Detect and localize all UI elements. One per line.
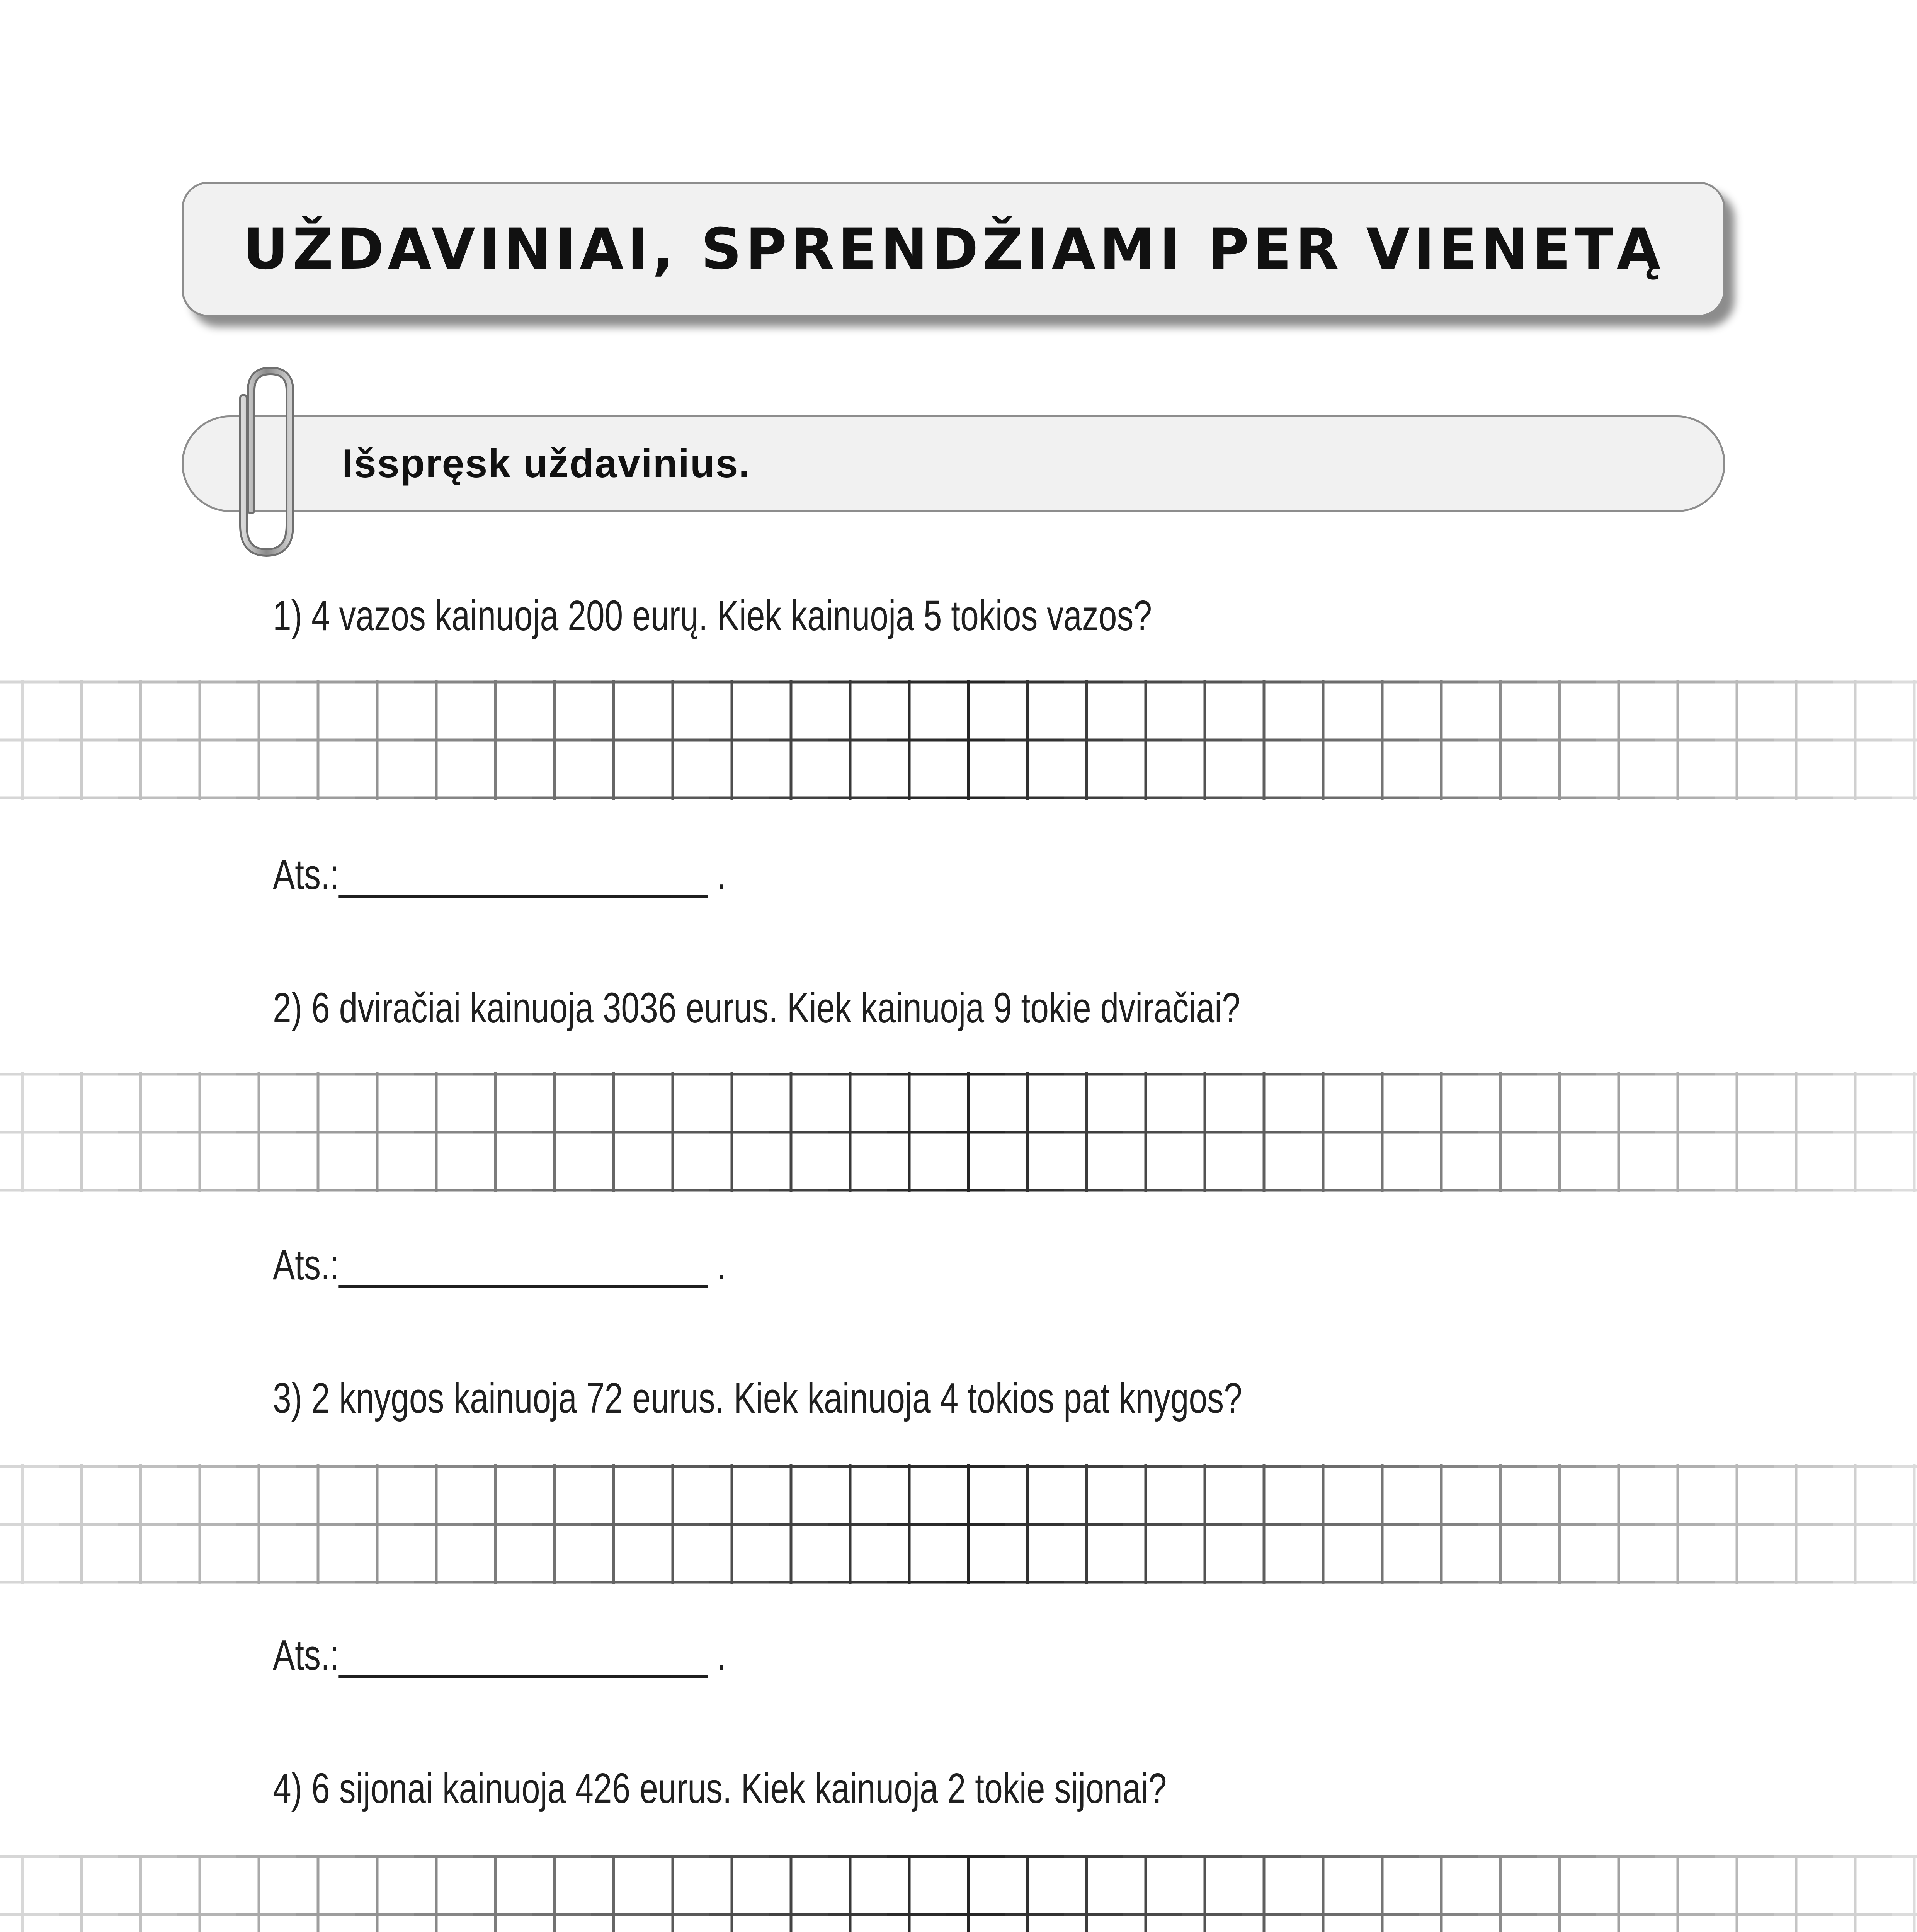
answer-grid[interactable] <box>0 1853 1917 1932</box>
answer-grid[interactable] <box>0 1070 1917 1194</box>
task-question: 1) 4 vazos kainuoja 200 eurų. Kiek kainuoja 5 tokios vazos? <box>273 592 1152 639</box>
instruction-text: Išspręsk uždavinius. <box>342 441 751 486</box>
answer-line[interactable]: Ats.:____________________ . <box>273 1631 726 1679</box>
answer-line[interactable]: Ats.:____________________ . <box>273 851 726 898</box>
page-title: UŽDAVINIAI, SPRENDŽIAMI PER VIENETĄ <box>243 216 1664 282</box>
paperclip-icon <box>216 363 301 560</box>
task-question: 3) 2 knygos kainuoja 72 eurus. Kiek kainuoja 4 tokios pat knygos? <box>273 1374 1242 1422</box>
instruction-banner <box>182 415 1725 512</box>
answer-grid[interactable] <box>0 678 1917 802</box>
answer-line[interactable]: Ats.:____________________ . <box>273 1241 726 1289</box>
answer-grid[interactable] <box>0 1463 1917 1586</box>
title-banner <box>182 182 1725 317</box>
task-question: 4) 6 sijonai kainuoja 426 eurus. Kiek kainuoja 2 tokie sijonai? <box>273 1765 1167 1812</box>
task-question: 2) 6 dviračiai kainuoja 3036 eurus. Kiek kainuoja 9 tokie dviračiai? <box>273 984 1240 1032</box>
